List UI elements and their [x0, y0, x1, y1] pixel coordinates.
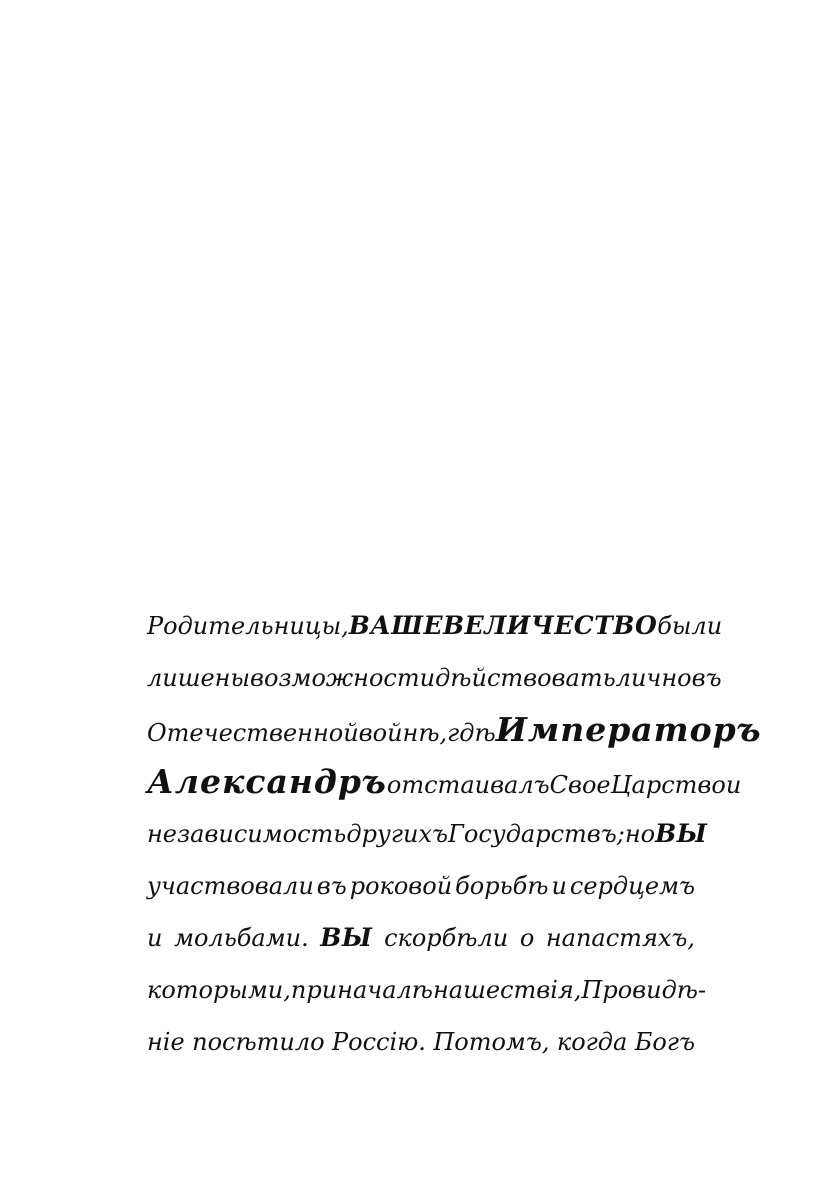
text-line-8 [147, 964, 707, 1016]
word: независимость [147, 820, 347, 848]
word: и [147, 924, 163, 952]
word: въ [316, 872, 347, 900]
word: которыми, [147, 976, 291, 1004]
text-line-4 [147, 756, 742, 808]
word: возможности [250, 664, 436, 692]
word: Провидѣ- [581, 976, 707, 1004]
text-line-1 [147, 600, 723, 652]
word: когда [556, 1028, 628, 1056]
word: въ [691, 664, 722, 692]
word: дѣйствовать [435, 664, 616, 692]
word-caps: ВЕЛИЧЕСТВО [443, 611, 658, 640]
word: но [624, 820, 656, 848]
word: борьбѣ [455, 872, 549, 900]
word: Государствъ; [447, 820, 625, 848]
text-line-2 [147, 652, 722, 704]
word: Царство [610, 771, 726, 799]
word: Россію. [332, 1028, 426, 1056]
body-text [147, 600, 762, 1068]
word: участвовали [147, 872, 314, 900]
word: другихъ [346, 820, 448, 848]
word: роковой [349, 872, 453, 900]
word: при [290, 976, 338, 1004]
word: Потомъ, [433, 1028, 550, 1056]
text-line-9 [147, 1016, 695, 1068]
word: нашествія, [432, 976, 582, 1004]
word: скорбѣли [384, 924, 509, 952]
text-line-3 [147, 704, 762, 756]
word: началѣ [337, 976, 433, 1004]
word: мольбами. [174, 924, 309, 952]
word: лишены [147, 664, 251, 692]
word: ніе [147, 1028, 185, 1056]
word: напастяхъ, [545, 924, 695, 952]
text-line-7 [147, 912, 695, 964]
word: Свое [549, 771, 611, 799]
word-caps: ВАШЕ [348, 611, 444, 640]
word: Богъ [634, 1028, 695, 1056]
word: и [725, 771, 742, 799]
word-caps: ВЫ [655, 819, 708, 848]
word: о [519, 924, 535, 952]
word: Отечественной [147, 719, 359, 747]
word: сердцемъ [569, 872, 695, 900]
word: посѣтило [192, 1028, 325, 1056]
text-line-5 [147, 808, 708, 860]
word: лично [615, 664, 692, 692]
word: были [657, 612, 723, 640]
word: и [551, 872, 567, 900]
word-emperor: Императоръ [495, 710, 762, 749]
word: отстаивалъ [386, 771, 550, 799]
word: гдѣ [447, 719, 496, 747]
word: Родительницы, [147, 612, 349, 640]
word-alexander: Александръ [147, 762, 387, 801]
text-line-6 [147, 860, 695, 912]
word-caps: ВЫ [320, 923, 373, 952]
word: войнѣ, [358, 719, 448, 747]
